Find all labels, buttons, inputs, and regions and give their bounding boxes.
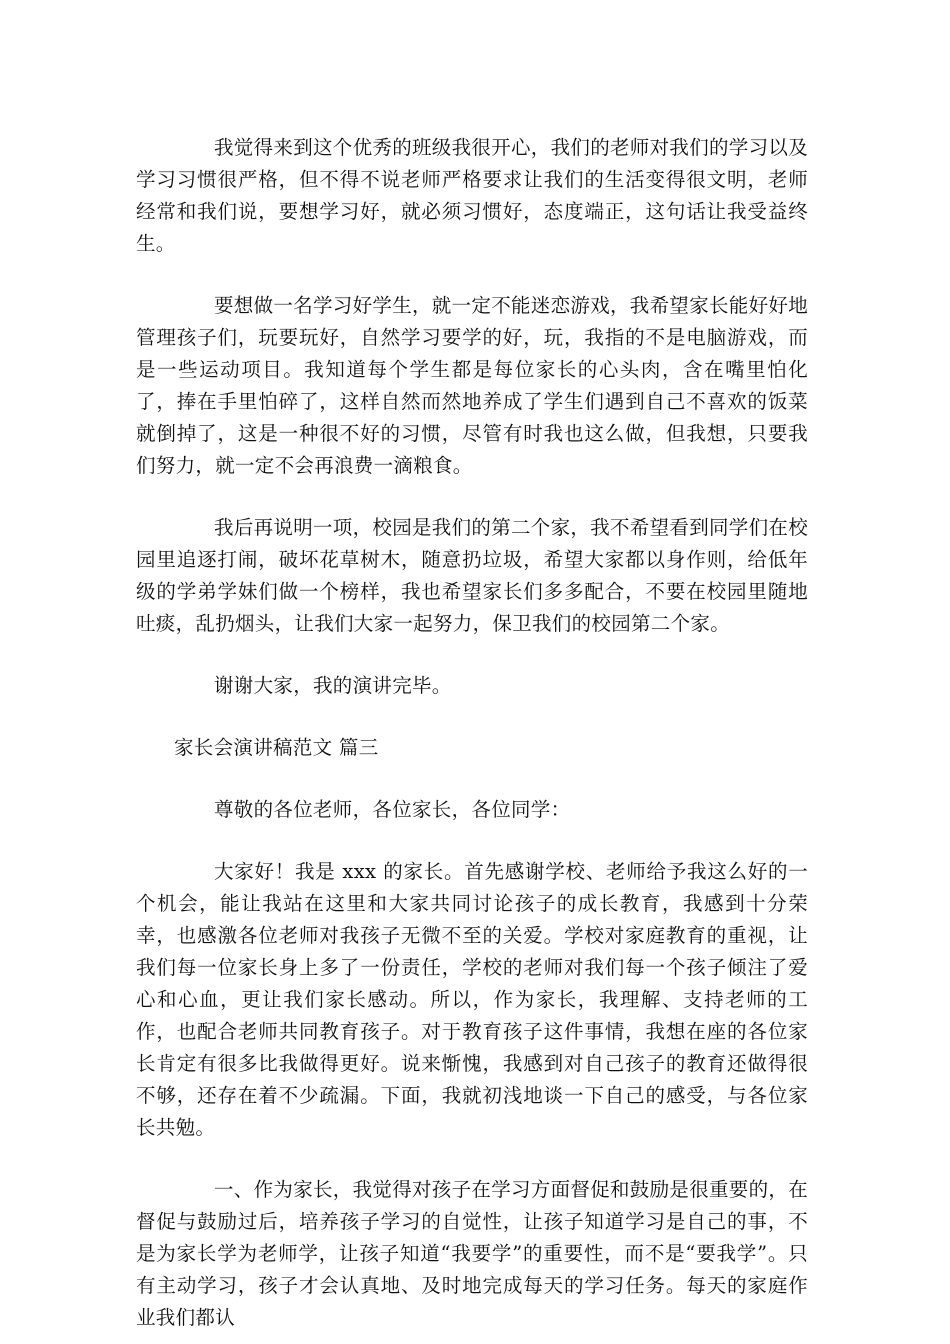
section-title: 家长会演讲稿范文 篇三	[174, 736, 379, 759]
paragraph-class-experience: 我觉得来到这个优秀的班级我很开心，我们的老师对我们的学习以及学习习惯很严格，但不得不说老师严格要求让我们的生活变得很文明，老师经常和我们说，要想学习好，就必须习惯好，态度端正，这句话让我受益终生。	[136, 136, 809, 255]
paragraph-salutation: 尊敬的各位老师，各位家长，各位同学：	[214, 798, 571, 821]
paragraph-closing-thanks: 谢谢大家，我的演讲完毕。	[214, 674, 452, 697]
paragraph-games-and-habits: 要想做一名学习好学生，就一定不能迷恋游戏，我希望家长能好好地管理孩子们，玩要玩好，自然学习要学的好，玩，我指的不是电脑游戏，而是一些运动项目。我知道每个学生都是每位家长的心头肉，含在嘴里怕化了，捧在手里怕碎了，这样自然而然地养成了学生们遇到自己不喜欢的饭菜就倒掉了，这是一种很不好的习惯，尽管有时我也这么做，但我想，只要我们努力，就一定不会再浪费一滴粮食。	[136, 294, 809, 477]
paragraph-parent-intro: 大家好！我是 xxx 的家长。首先感谢学校、老师给予我这么好的一个机会，能让我站在这里和大家共同讨论孩子的成长教育，我感到十分荣幸，也感激各位老师对我孩子无微不至的关爱。学校对家庭教育的重视，让我们每一位家长身上多了一份责任，学校的老师对我们每一个孩子倾注了爱心和心血，更让我们家长感动。所以，作为家长，我理解、支持老师的工作，也配合老师共同教育孩子。对于教育孩子这件事情，我想在座的各位家长肯定有很多比我做得更好。说来惭愧，我感到对自己孩子的教育还做得很不够，还存在着不少疏漏。下面，我就初浅地谈一下自己的感受，与各位家长共勉。	[136, 860, 808, 1139]
document-page	[136, 132, 808, 1334]
paragraph-campus-home: 我后再说明一项，校园是我们的第二个家，我不希望看到同学们在校园里追逐打闹，破坏花草树木，随意扔垃圾，希望大家都以身作则，给低年级的学弟学妹们做一个榜样，我也希望家长们多多配合，不要在校园里随地吐痰，乱扔烟头，让我们大家一起努力，保卫我们的校园第二个家。	[136, 516, 809, 635]
paragraph-point-one: 一、作为家长，我觉得对孩子在学习方面督促和鼓励是很重要的，在督促与鼓励过后，培养孩子学习的自觉性，让孩子知道学习是自己的事，不是为家长学为老师学，让孩子知道“我要学”的重要性，而不是“要我学”。只有主动学习，孩子才会认真地、及时地完成每天的学习任务。每天的家庭作业我们都认	[136, 1178, 809, 1329]
